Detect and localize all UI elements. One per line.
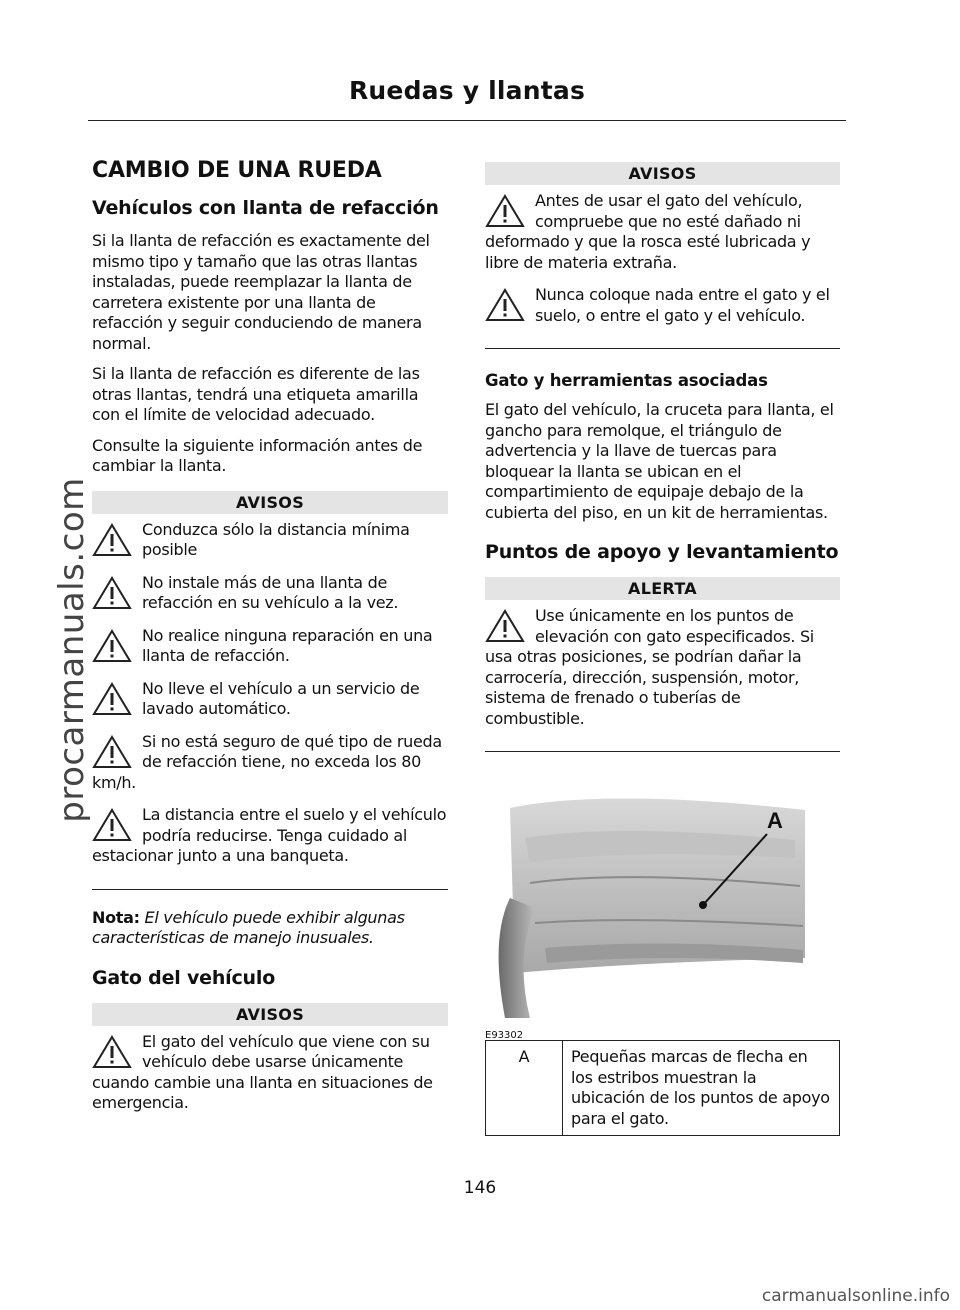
warning-text: El gato del vehículo que viene con su vehículo debe usarse únicamente cuando cambie una llanta en situaciones de emergencia. <box>92 1031 433 1112</box>
warning-triangle-icon <box>485 287 525 323</box>
warning-box <box>92 491 448 890</box>
warning-triangle-icon <box>485 193 525 229</box>
right-column <box>485 162 840 1136</box>
warning-box-title: AVISOS <box>92 1003 448 1026</box>
page-header <box>88 76 846 121</box>
warning-item <box>92 573 448 614</box>
warning-triangle-icon <box>92 807 132 843</box>
warning-box-title: AVISOS <box>92 491 448 514</box>
figure-legend-table <box>485 1040 840 1136</box>
warning-text: No realice ninguna reparación en una llanta de refacción. <box>142 625 433 665</box>
watermark: procarmanuals.com <box>52 477 92 823</box>
warning-box <box>92 1003 448 1136</box>
warning-item <box>485 285 840 326</box>
paragraph: Si la llanta de refacción es diferente de las otras llantas, tendrá una etiqueta amarilla con el límite de velocidad adecuado. <box>92 364 420 424</box>
paragraph: Consulte la siguiente información antes de cambiar la llanta. <box>92 435 423 475</box>
warning-triangle-icon <box>92 734 132 770</box>
warning-item <box>92 679 448 720</box>
warning-text: Si no está seguro de qué tipo de rueda de refacción tiene, no exceda los 80 km/h. <box>92 731 442 792</box>
legend-row <box>486 1041 840 1136</box>
alert-item <box>485 606 840 729</box>
warning-text: No lleve el vehículo a un servicio de lavado automático. <box>142 678 420 718</box>
warning-triangle-icon <box>92 575 132 611</box>
warning-item <box>92 1032 448 1114</box>
subheading-lift-points: Puntos de apoyo y levantamiento <box>485 541 839 563</box>
page-title: Ruedas y llantas <box>348 76 586 105</box>
warning-item <box>485 191 840 273</box>
callout-label: A <box>767 808 783 833</box>
warning-triangle-icon <box>92 681 132 717</box>
left-column <box>92 158 448 1154</box>
warning-text: Nunca coloque nada entre el gato y el suelo, o entre el gato y el vehículo. <box>535 285 830 325</box>
alert-box <box>485 577 840 752</box>
alert-text: Use únicamente en los puntos de elevación con gato especificados. Si usa otras posiciones, se podrían dañar la carrocería, dirección, suspensión, motor, sistema de frenado o tuberías de combustible. <box>485 606 814 728</box>
warning-text: La distancia entre el suelo y el vehículo podría reducirse. Tenga cuidado al estacionar junto a una banqueta. <box>92 805 447 865</box>
alert-box-title: ALERTA <box>485 577 840 600</box>
warning-box <box>485 162 840 349</box>
warning-text: Antes de usar el gato del vehículo, compruebe que no esté dañado ni deformado y que la rosca esté lubricada y libre de materia extraña. <box>485 191 811 272</box>
section-heading: CAMBIO DE UNA RUEDA <box>92 158 382 183</box>
warning-item <box>92 626 448 667</box>
warning-triangle-icon <box>92 628 132 664</box>
warning-box-title: AVISOS <box>485 162 840 185</box>
warning-triangle-icon <box>92 522 132 558</box>
jack-point-illustration <box>485 788 840 1018</box>
warning-triangle-icon <box>485 608 525 644</box>
note <box>92 908 448 949</box>
warning-item <box>92 805 448 867</box>
note-label: Nota: <box>92 907 140 927</box>
footer-watermark: carmanualsonline.info <box>761 1286 950 1306</box>
figure-code: E93302 <box>485 1030 524 1041</box>
subheading-jack: Gato del vehículo <box>92 966 276 989</box>
paragraph: El gato del vehículo, la cruceta para llanta, el gancho para remolque, el triángulo de advertencia y la llave de tuercas para bloquear la llanta se ubican en el compartimiento de equipaje debajo de la cubierta del piso, en un kit de herramientas. <box>485 400 834 522</box>
subheading-tools: Gato y herramientas asociadas <box>485 371 768 390</box>
page-number: 146 <box>463 1178 497 1198</box>
warning-item <box>92 732 448 794</box>
warning-text: No instale más de una llanta de refacción en su vehículo a la vez. <box>142 572 399 612</box>
note-text: El vehículo puede exhibir algunas características de manejo inusuales. <box>92 907 405 947</box>
legend-key: A <box>486 1041 563 1136</box>
warning-triangle-icon <box>92 1034 132 1070</box>
paragraph: Si la llanta de refacción es exactamente del mismo tipo y tamaño que las otras llantas instaladas, puede reemplazar la llanta de carretera existente por una llanta de refacción y seguir conduciendo de manera normal. <box>92 231 430 353</box>
warning-item <box>92 520 448 561</box>
jack-point-figure <box>485 788 840 1041</box>
legend-text: Pequeñas marcas de flecha en los estribos muestran la ubicación de los puntos de apoyo para el gato. <box>563 1041 840 1136</box>
callout-dot <box>699 901 707 909</box>
subheading-spare-tire: Vehículos con llanta de refacción <box>92 197 439 219</box>
warning-text: Conduzca sólo la distancia mínima posible <box>142 519 410 559</box>
